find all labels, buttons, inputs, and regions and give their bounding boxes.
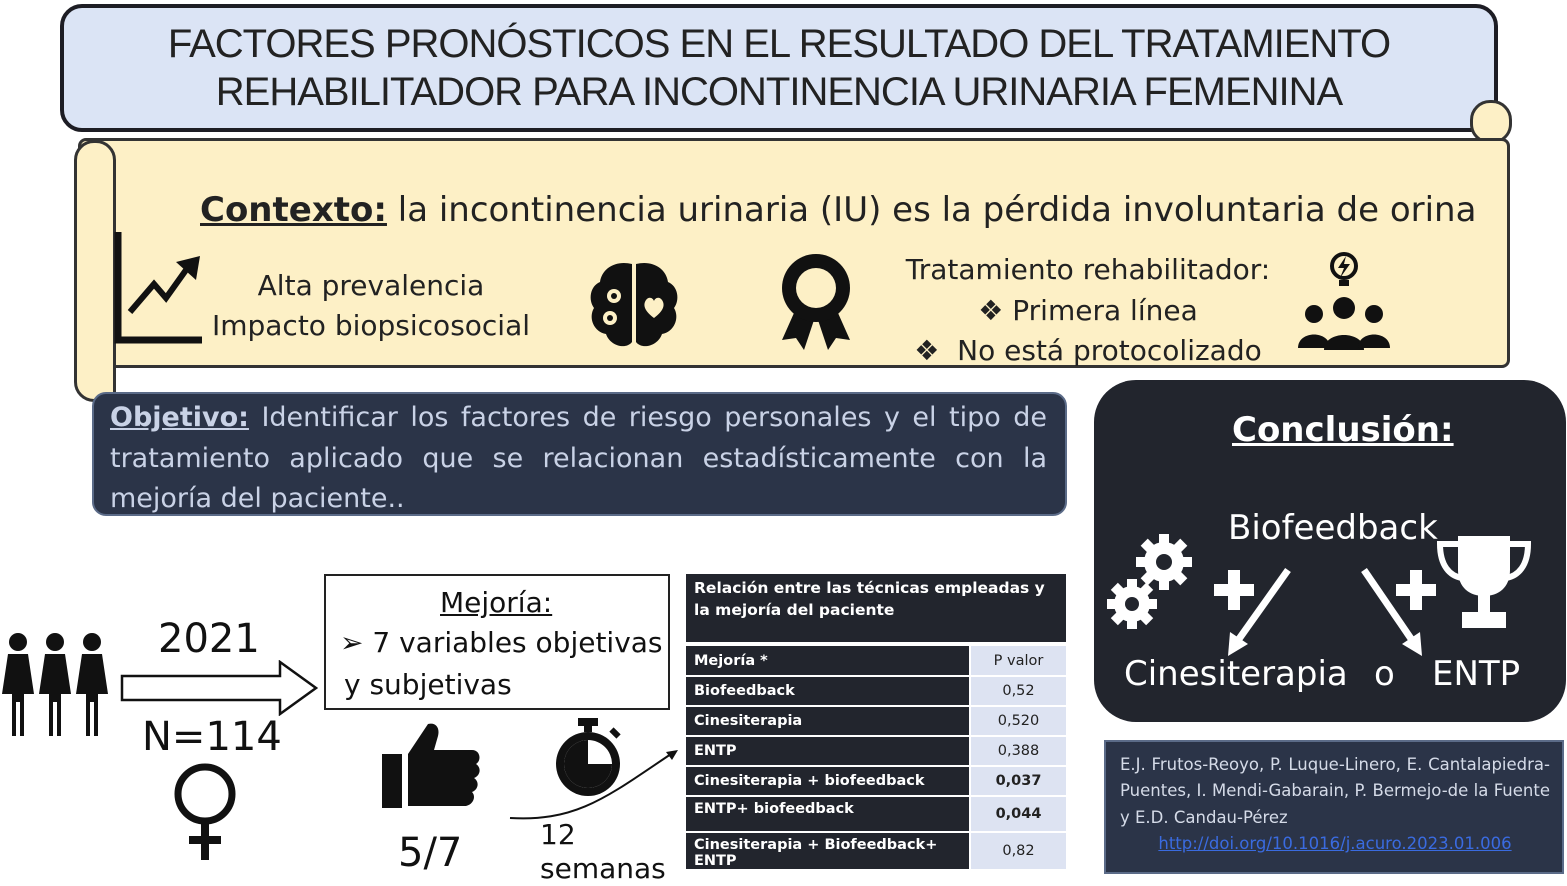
objective-text: Identificar los factores de riesgo personales y el tipo de tratamiento aplicado que se relacionan estadísticamente con la mejoría del paciente.. bbox=[110, 402, 1047, 514]
reference-box bbox=[1104, 740, 1564, 874]
context-text: la incontinencia urinaria (IU) es la pérdida involuntaria de orina bbox=[386, 190, 1477, 230]
improvement-line-2: y subjetivas bbox=[344, 668, 512, 701]
diamond-bullet-icon: ❖ bbox=[978, 293, 1004, 327]
row-technique: ENTP+ biofeedback bbox=[686, 796, 970, 832]
header-technique: Mejoría * bbox=[686, 646, 970, 676]
impact-text: Impacto biopsicosocial bbox=[211, 308, 531, 342]
row-p-value: 0,037 bbox=[970, 766, 1066, 796]
growth-chart-icon bbox=[114, 228, 206, 346]
treatment-block bbox=[900, 250, 1276, 372]
context-label: Contexto: bbox=[200, 190, 387, 230]
scroll-roll-left bbox=[74, 140, 116, 402]
row-technique: Cinesiterapia bbox=[686, 706, 970, 736]
improvement-score: 5/7 bbox=[398, 830, 463, 876]
trophy-icon bbox=[1432, 530, 1536, 634]
title-line-1: FACTORES PRONÓSTICOS EN EL RESULTADO DEL TRATAMIENTO bbox=[167, 22, 1391, 66]
row-p-value: 0,52 bbox=[970, 676, 1066, 706]
title-banner bbox=[60, 4, 1498, 132]
row-technique: ENTP bbox=[686, 736, 970, 766]
table-header-row bbox=[686, 646, 1066, 676]
row-p-value: 0,82 bbox=[970, 832, 1066, 870]
arrow-bullet-icon: ➢ bbox=[340, 626, 364, 659]
context-stats bbox=[206, 266, 536, 346]
study-year: 2021 bbox=[158, 616, 260, 662]
duration bbox=[540, 818, 666, 885]
conclusion-kinesitherapy: Cinesiterapia bbox=[1124, 654, 1348, 694]
thumbs-up-icon bbox=[380, 720, 484, 810]
plus-arrow-right-icon bbox=[1358, 566, 1438, 658]
arrow-right-icon bbox=[120, 660, 318, 716]
title-line-2: REHABILITADOR PARA INCONTINENCIA URINARIA FEMENINA bbox=[215, 70, 1343, 114]
prevalence-text: Alta prevalencia bbox=[257, 269, 485, 302]
results-table bbox=[686, 574, 1066, 871]
table-body bbox=[686, 646, 1066, 871]
table-row bbox=[686, 676, 1066, 706]
conclusion-biofeedback: Biofeedback bbox=[1228, 508, 1438, 548]
context-sentence bbox=[200, 190, 1476, 230]
team-idea-icon bbox=[1296, 250, 1392, 354]
improvement-box bbox=[324, 574, 670, 710]
gears-icon bbox=[1106, 530, 1198, 634]
row-p-value: 0,044 bbox=[970, 796, 1066, 832]
female-symbol-icon bbox=[168, 762, 242, 862]
table-row bbox=[686, 796, 1066, 832]
conclusion-label: Conclusión: bbox=[1232, 410, 1454, 450]
conclusion-or: o bbox=[1374, 654, 1395, 694]
reference-authors: E.J. Frutos-Reoyo, P. Luque-Linero, E. Cantalapiedra-Puentes, I. Mendi-Gabarain, P. Bermejo-de la Fuente y E.D. Candau-Pérez bbox=[1120, 755, 1550, 827]
table-row bbox=[686, 736, 1066, 766]
doi-link[interactable]: http://doi.org/10.1016/j.acuro.2023.01.006 bbox=[1158, 834, 1512, 854]
conclusion-entp: ENTP bbox=[1432, 654, 1521, 694]
women-group-icon bbox=[0, 632, 110, 738]
diamond-bullet-icon: ❖ bbox=[914, 334, 940, 368]
table-row bbox=[686, 766, 1066, 796]
improvement-line-1: ➢ 7 variables objetivas bbox=[340, 626, 663, 659]
sample-size: N=114 bbox=[142, 714, 282, 760]
treatment-bullet-2: ❖ No está protocolizado bbox=[914, 334, 1262, 368]
header-p-value: P valor bbox=[970, 646, 1066, 676]
row-p-value: 0,520 bbox=[970, 706, 1066, 736]
duration-number: 12 bbox=[540, 818, 576, 851]
objective-panel bbox=[92, 392, 1067, 516]
improvement-title: Mejoría: bbox=[440, 586, 553, 619]
award-ribbon-icon bbox=[776, 252, 856, 352]
table-row bbox=[686, 832, 1066, 870]
table-title: Relación entre las técnicas empleadas y la mejoría del paciente bbox=[686, 574, 1066, 642]
curved-arrow-icon bbox=[508, 746, 682, 822]
duration-unit: semanas bbox=[540, 851, 666, 885]
row-technique: Cinesiterapia + Biofeedback+ ENTP bbox=[686, 832, 970, 870]
objective-label: Objetivo: bbox=[110, 402, 249, 433]
treatment-bullet-1: ❖ Primera línea bbox=[978, 293, 1198, 327]
row-technique: Cinesiterapia + biofeedback bbox=[686, 766, 970, 796]
table-row bbox=[686, 706, 1066, 736]
plus-arrow-left-icon bbox=[1214, 566, 1294, 658]
row-p-value: 0,388 bbox=[970, 736, 1066, 766]
row-technique: Biofeedback bbox=[686, 676, 970, 706]
treatment-heading: Tratamiento rehabilitador: bbox=[905, 253, 1271, 286]
brain-icon bbox=[586, 256, 682, 352]
